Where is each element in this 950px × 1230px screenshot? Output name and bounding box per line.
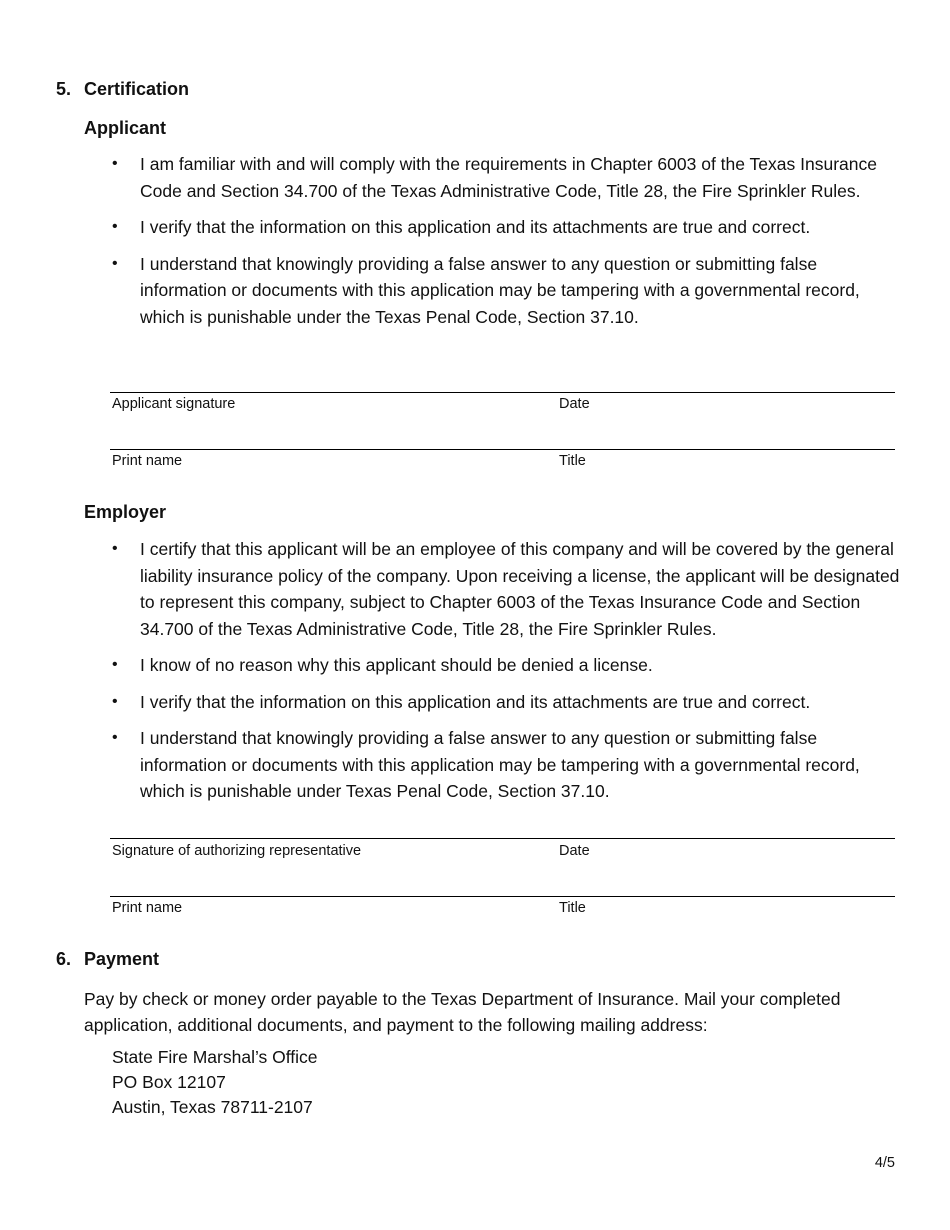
- bullet-icon: •: [112, 729, 118, 746]
- bullet-icon: •: [112, 692, 118, 710]
- payment-paragraph: Pay by check or money order payable to the Texas Department of Insurance. Mail your completed application, additional documents, and payment to the following mailing address:: [84, 989, 841, 1035]
- employer-signature-label: Signature of authorizing representative: [112, 843, 362, 859]
- section-5-number: 5.: [56, 79, 72, 99]
- list-item: • I verify that the information on this application and its attachments are true and correct.: [112, 689, 902, 716]
- employer-print-name-line[interactable]: [110, 896, 895, 897]
- bullet-icon: •: [112, 155, 118, 172]
- list-item: • I certify that this applicant will be an employee of this company and will be covered by the general liability insurance policy of the company. Upon receiving a license, the applicant will be designated to represent this company, subject to Chapter 6003 of the Texas Insurance Code and Section 34.700 of the Texas Administrative Code, Title 28, the Fire Sprinkler Rules.: [112, 536, 902, 642]
- bullet-icon: •: [112, 254, 118, 272]
- address-line: Austin, Texas 78711-2107: [112, 1097, 313, 1117]
- employer-bullet-list: [112, 536, 902, 815]
- list-item: • I understand that knowingly providing a false answer to any question or submitting false information or documents with this application may be tampering with a governmental record, which is punishable under Texas Penal Code, Section 37.10.: [112, 725, 902, 805]
- employer-title-label: Title: [559, 900, 586, 916]
- applicant-print-name-label: Print name: [112, 453, 183, 469]
- applicant-date-label: Date: [559, 396, 590, 412]
- section-6-number: 6.: [56, 949, 72, 969]
- applicant-signature-label: Applicant signature: [112, 396, 236, 412]
- applicant-bullet-list: [112, 151, 902, 340]
- employer-signature-line[interactable]: [110, 838, 895, 839]
- list-item: • I know of no reason why this applicant should be denied a license.: [112, 652, 902, 679]
- employer-print-name-label: Print name: [112, 900, 183, 916]
- bullet-icon: •: [112, 540, 118, 557]
- applicant-signature-line[interactable]: [110, 392, 895, 393]
- employer-date-label: Date: [559, 843, 590, 859]
- employer-heading: Employer: [84, 502, 167, 522]
- section-6-title: Payment: [84, 949, 160, 969]
- list-item: • I understand that knowingly providing a false answer to any question or submitting false information or documents with this application may be tampering with a governmental record, which is punishable under the Texas Penal Code, Section 37.10.: [112, 251, 902, 331]
- list-item: • I verify that the information on this application and its attachments are true and correct.: [112, 214, 902, 241]
- bullet-icon: •: [112, 218, 118, 235]
- mailing-address: [112, 1045, 318, 1120]
- section-5-title: Certification: [84, 79, 190, 99]
- list-item: • I am familiar with and will comply with the requirements in Chapter 6003 of the Texas Insurance Code and Section 34.700 of the Texas Administrative Code, Title 28, the Fire Sprinkler Rules.: [112, 151, 902, 204]
- page-number: 4/5: [874, 1155, 895, 1171]
- bullet-icon: •: [112, 656, 118, 673]
- address-line: State Fire Marshal’s Office: [112, 1047, 318, 1067]
- applicant-title-label: Title: [559, 453, 586, 469]
- applicant-heading: Applicant: [84, 118, 167, 138]
- address-line: PO Box 12107: [112, 1072, 226, 1092]
- applicant-print-name-line[interactable]: [110, 449, 895, 450]
